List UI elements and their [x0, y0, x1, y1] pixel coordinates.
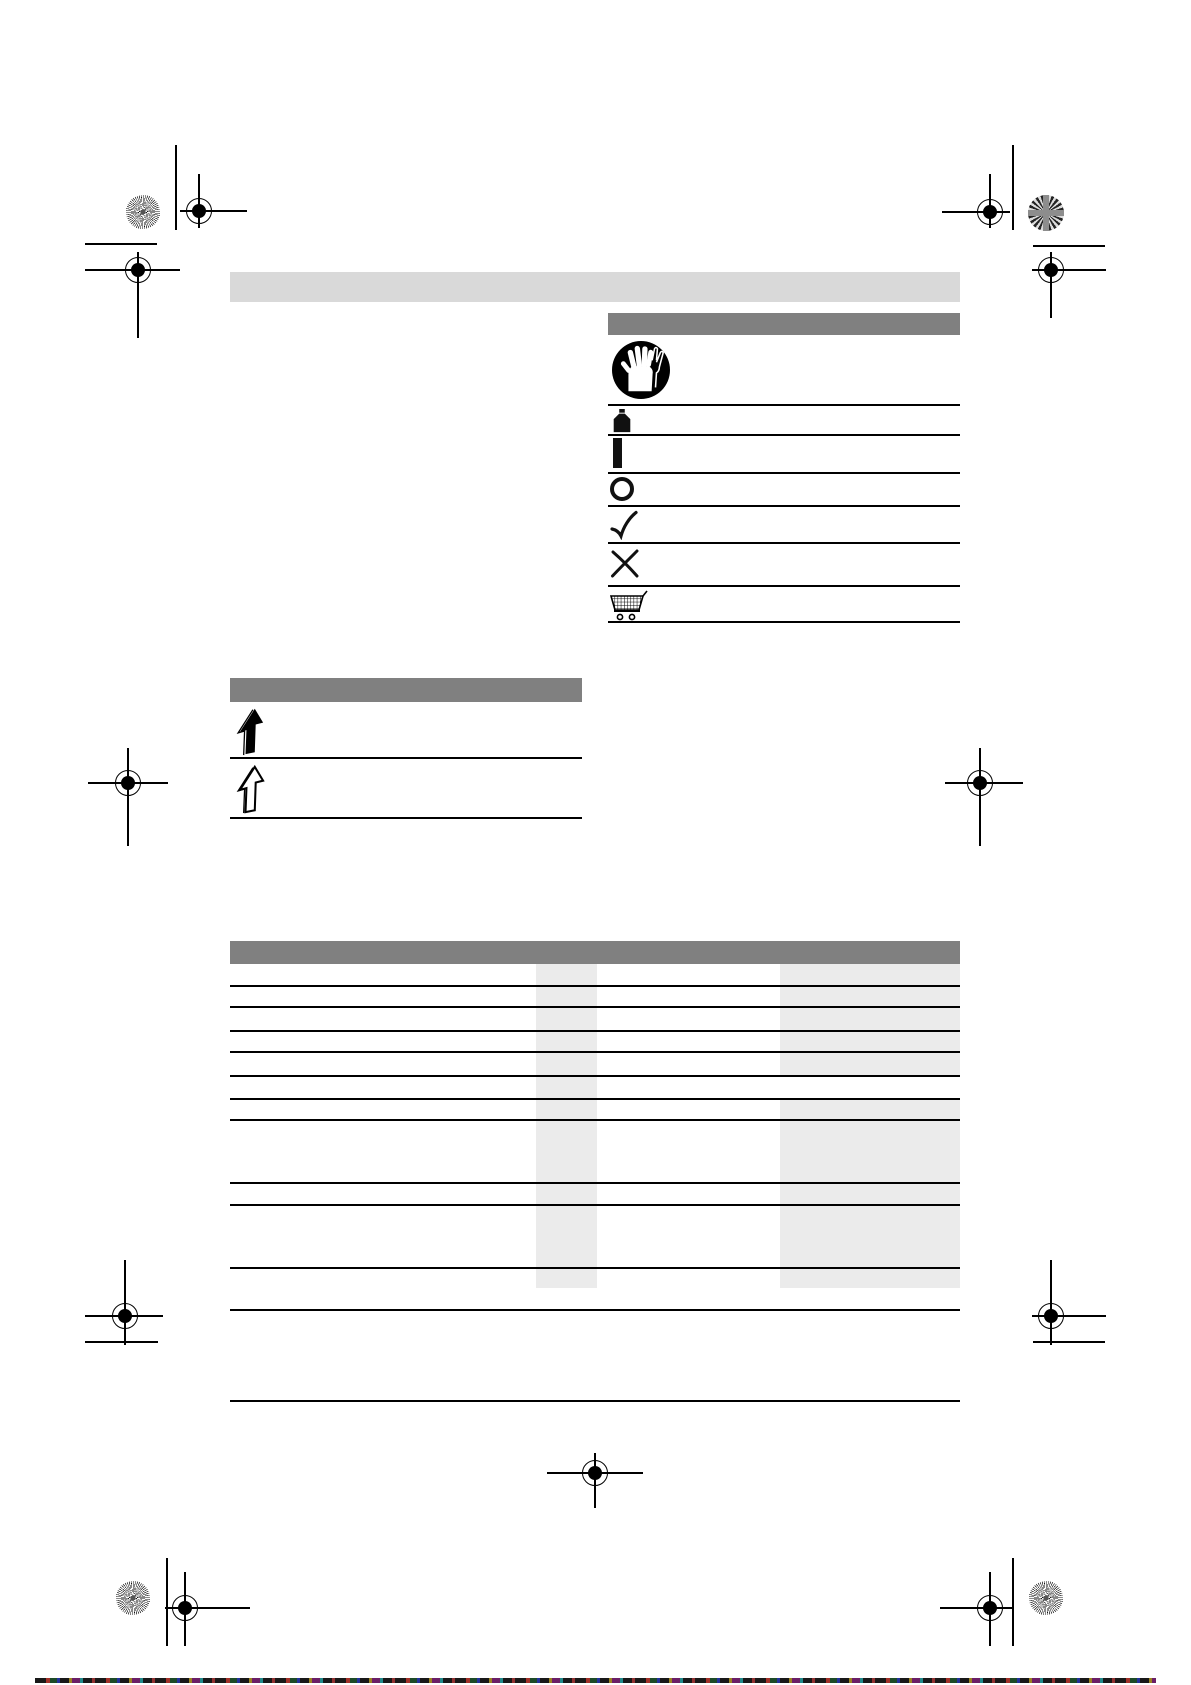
cross-icon	[609, 547, 641, 579]
table-shaded-column	[780, 964, 960, 1076]
registration-line	[989, 1572, 991, 1646]
registration-line	[1050, 1260, 1052, 1345]
trim-line	[85, 243, 157, 245]
table-heading-bar	[230, 941, 960, 964]
ring-icon	[610, 477, 634, 501]
registration-line	[594, 1453, 596, 1508]
trim-line	[166, 1558, 168, 1646]
trim-line	[1033, 1341, 1105, 1343]
legend-divider	[608, 621, 960, 623]
registration-line	[127, 748, 129, 846]
color-control-star-icon	[1028, 195, 1064, 231]
registration-line	[945, 782, 1023, 784]
registration-line	[1032, 1315, 1106, 1317]
registration-line	[1032, 269, 1106, 271]
registration-line	[137, 252, 139, 338]
table-bottom-rule	[230, 1309, 960, 1311]
trim-line	[175, 145, 177, 230]
arrow-up-solid-icon	[234, 706, 270, 756]
legend-divider	[608, 505, 960, 507]
registration-line	[124, 1260, 126, 1345]
color-control-star-icon	[1029, 1581, 1063, 1615]
table-row-rule	[230, 1182, 960, 1184]
legend-divider	[230, 817, 582, 819]
trim-line	[1012, 1558, 1014, 1646]
color-control-star-icon	[126, 195, 160, 229]
legend-divider	[608, 542, 960, 544]
legend-divider	[230, 757, 582, 759]
protective-gloves-icon	[612, 341, 670, 399]
table-row-rule	[230, 1006, 960, 1008]
registration-line	[989, 174, 991, 228]
checkmark-icon	[609, 510, 639, 540]
registration-line	[180, 210, 247, 212]
table-row-rule	[230, 1204, 960, 1206]
registration-line	[85, 269, 180, 271]
table-row-rule	[230, 1098, 960, 1100]
table-row-rule	[230, 985, 960, 987]
color-bar-strip	[35, 1678, 1156, 1683]
trim-line	[85, 1341, 158, 1343]
registration-line	[165, 1607, 250, 1609]
table-row-rule	[230, 1119, 960, 1121]
legend-divider	[608, 434, 960, 436]
weight-icon	[610, 409, 634, 433]
registration-line	[184, 1572, 186, 1646]
color-control-star-icon	[116, 1581, 150, 1615]
table-row-rule	[230, 1075, 960, 1077]
registration-line	[942, 211, 1010, 213]
legend-divider	[608, 472, 960, 474]
length-bar-icon	[613, 438, 622, 468]
registration-line	[940, 1607, 1012, 1609]
table-row-rule	[230, 1267, 960, 1269]
legend-divider	[608, 404, 960, 406]
arrow-up-outline-icon	[234, 764, 270, 814]
registration-line	[979, 748, 981, 846]
legend-divider	[608, 585, 960, 587]
table-shaded-column	[536, 964, 597, 1288]
table-row-rule	[230, 1030, 960, 1032]
left-legend-heading-bar	[230, 678, 582, 702]
page-header-band	[230, 272, 960, 302]
right-legend-heading-bar	[608, 313, 960, 335]
trim-line	[1033, 245, 1105, 247]
trim-line	[1012, 145, 1014, 230]
footer-rule	[230, 1400, 960, 1402]
table-row-rule	[230, 1051, 960, 1053]
shopping-cart-icon	[608, 589, 650, 621]
table-shaded-column	[780, 1099, 960, 1288]
registration-line	[198, 174, 200, 228]
registration-line	[1050, 252, 1052, 318]
